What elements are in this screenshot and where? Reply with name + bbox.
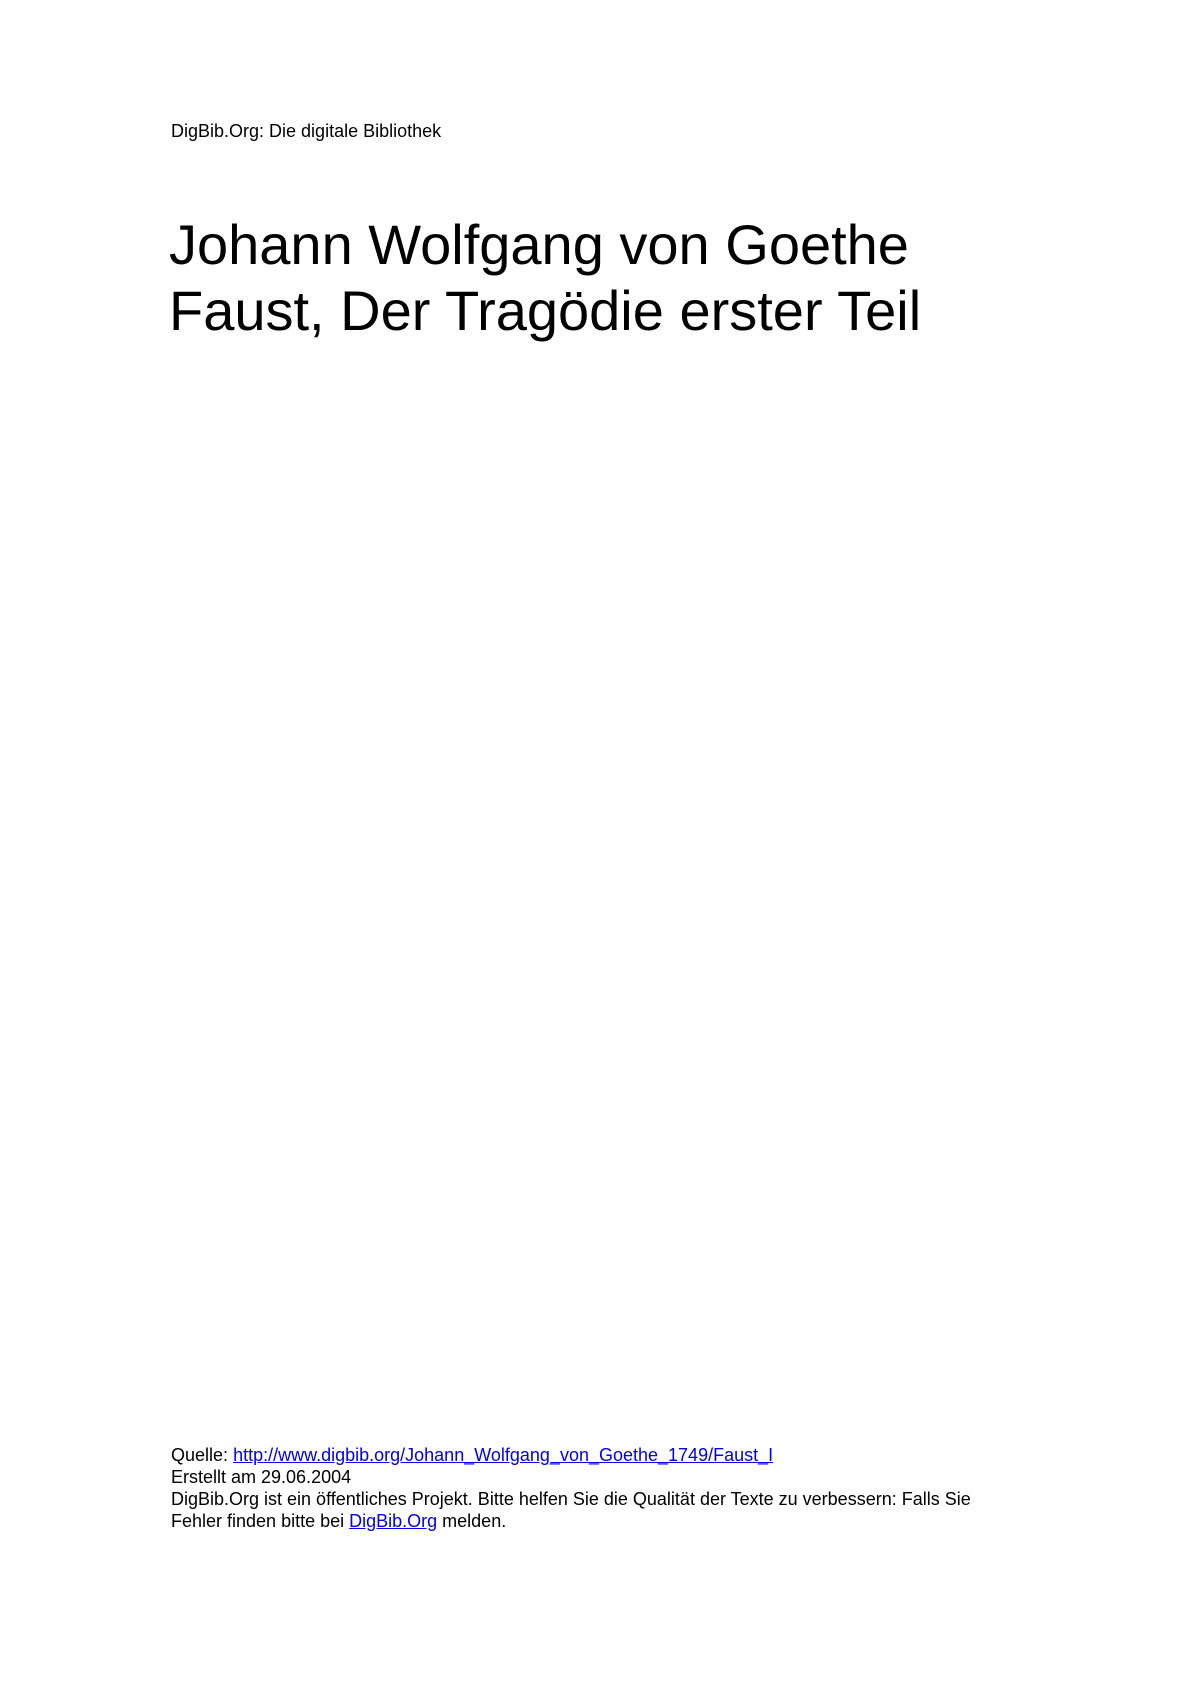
library-header: DigBib.Org: Die digitale Bibliothek (171, 121, 442, 141)
work-title: Faust, Der Tragödie erster Teil (169, 279, 922, 342)
document-title (169, 212, 921, 344)
source-line (171, 1444, 1091, 1466)
notice-line-2 (171, 1510, 1091, 1532)
source-label: Quelle: (171, 1445, 229, 1465)
digbib-link[interactable]: DigBib.Org (349, 1511, 438, 1531)
notice-line-1: DigBib.Org ist ein öffentliches Projekt. Bitte helfen Sie die Qualität der Texte zu verbessern: Falls Sie (171, 1489, 971, 1509)
source-link[interactable]: http://www.digbib.org/Johann_Wolfgang_von_Goethe_1749/Faust_I (233, 1445, 774, 1465)
notice-suffix: melden. (442, 1511, 507, 1531)
created-date: Erstellt am 29.06.2004 (171, 1467, 352, 1487)
author-name: Johann Wolfgang von Goethe (169, 213, 909, 276)
document-footer (171, 1444, 1091, 1532)
notice-prefix: Fehler finden bitte bei (171, 1511, 345, 1531)
